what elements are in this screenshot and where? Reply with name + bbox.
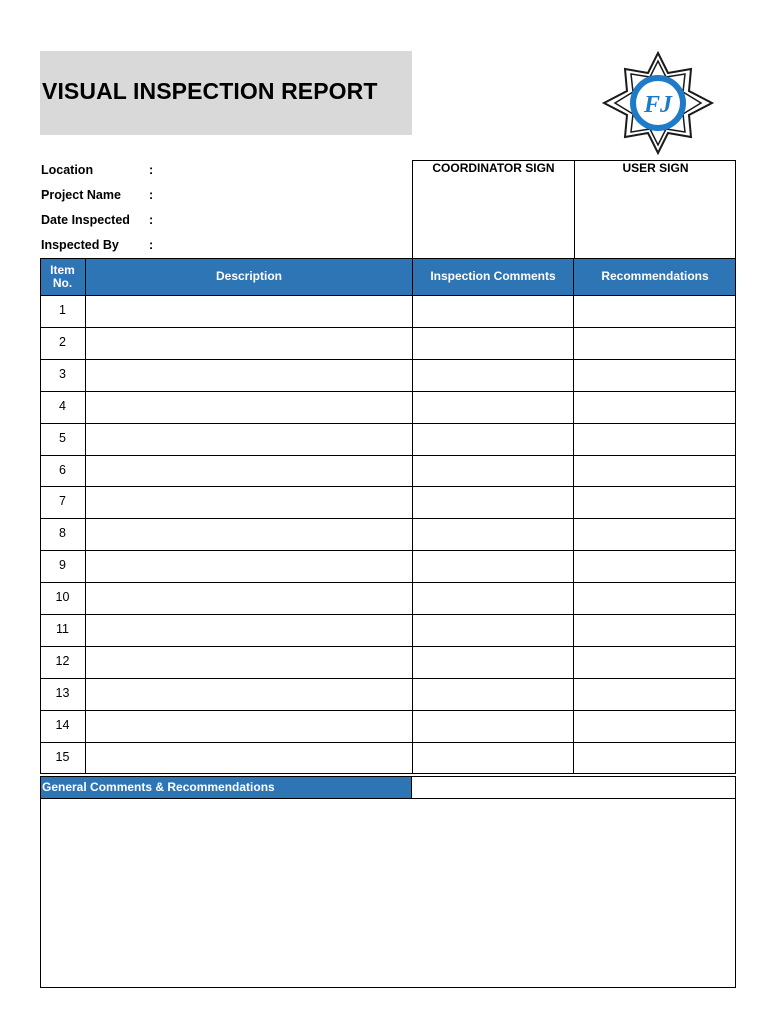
recommendations-cell[interactable] bbox=[574, 551, 735, 582]
recommendations-cell[interactable] bbox=[574, 360, 735, 391]
table-header-row bbox=[40, 258, 736, 295]
recommendations-cell[interactable] bbox=[574, 424, 735, 455]
row-item-number: 10 bbox=[55, 590, 70, 604]
inspection-comments-cell[interactable] bbox=[413, 743, 573, 774]
date-inspected-label: Date Inspected bbox=[41, 213, 130, 227]
recommendations-cell[interactable] bbox=[574, 519, 735, 550]
description-cell[interactable] bbox=[86, 615, 412, 646]
project-name-label: Project Name bbox=[41, 188, 121, 202]
row-item-number: 7 bbox=[59, 494, 66, 508]
recommendations-cell[interactable] bbox=[574, 328, 735, 359]
description-cell[interactable] bbox=[86, 296, 412, 327]
project-name-colon: : bbox=[149, 188, 154, 202]
inspected-by-label: Inspected By bbox=[41, 238, 119, 252]
description-cell[interactable] bbox=[86, 424, 412, 455]
general-comments-header bbox=[40, 776, 412, 799]
inspection-comments-cell[interactable] bbox=[413, 456, 573, 487]
page-title: VISUAL INSPECTION REPORT bbox=[42, 78, 378, 104]
recommendations-cell[interactable] bbox=[574, 296, 735, 327]
recommendations-cell[interactable] bbox=[574, 392, 735, 423]
inspection-table bbox=[40, 258, 736, 774]
signature-area bbox=[412, 160, 736, 259]
location-colon: : bbox=[149, 163, 154, 177]
recommendations-cell[interactable] bbox=[574, 647, 735, 678]
inspection-comments-cell[interactable] bbox=[413, 583, 573, 614]
inspection-comments-cell[interactable] bbox=[413, 296, 573, 327]
row-item-number: 2 bbox=[59, 335, 66, 349]
recommendations-cell[interactable] bbox=[574, 615, 735, 646]
coordinator-sign-label: COORDINATOR SIGN bbox=[432, 161, 555, 175]
logo-text: FJ bbox=[643, 92, 673, 118]
description-cell[interactable] bbox=[86, 679, 412, 710]
description-cell[interactable] bbox=[86, 583, 412, 614]
row-item-number: 5 bbox=[59, 431, 66, 445]
row-item-number: 15 bbox=[55, 750, 70, 764]
inspection-comments-cell[interactable] bbox=[413, 360, 573, 391]
user-sign-label: USER SIGN bbox=[622, 161, 689, 175]
description-cell[interactable] bbox=[86, 487, 412, 518]
row-item-number: 13 bbox=[55, 686, 70, 700]
inspection-comments-cell[interactable] bbox=[413, 647, 573, 678]
inspection-comments-cell[interactable] bbox=[413, 424, 573, 455]
company-logo bbox=[595, 51, 721, 155]
row-item-number: 6 bbox=[59, 463, 66, 477]
row-item-number: 14 bbox=[55, 718, 70, 732]
inspection-comments-cell[interactable] bbox=[413, 328, 573, 359]
description-cell[interactable] bbox=[86, 551, 412, 582]
inspection-comments-cell[interactable] bbox=[413, 519, 573, 550]
description-cell[interactable] bbox=[86, 743, 412, 774]
signature-divider bbox=[574, 161, 575, 259]
description-cell[interactable] bbox=[86, 328, 412, 359]
row-item-number: 9 bbox=[59, 558, 66, 572]
header-description: Description bbox=[215, 269, 282, 283]
row-item-number: 8 bbox=[59, 526, 66, 540]
header-inspection-comments: Inspection Comments bbox=[430, 269, 556, 283]
table-vline bbox=[735, 258, 736, 774]
row-item-number: 1 bbox=[59, 303, 66, 317]
row-item-number: 4 bbox=[59, 399, 66, 413]
description-cell[interactable] bbox=[86, 360, 412, 391]
table-hline bbox=[40, 258, 736, 259]
row-item-number: 11 bbox=[56, 622, 69, 636]
recommendations-cell[interactable] bbox=[574, 743, 735, 774]
general-comments-side-cell[interactable] bbox=[412, 776, 736, 799]
inspection-comments-cell[interactable] bbox=[413, 711, 573, 742]
inspection-comments-cell[interactable] bbox=[413, 392, 573, 423]
inspection-comments-cell[interactable] bbox=[413, 615, 573, 646]
description-cell[interactable] bbox=[86, 519, 412, 550]
header-item-no-line2: No. bbox=[52, 275, 73, 290]
header-recommendations: Recommendations bbox=[601, 269, 709, 283]
description-cell[interactable] bbox=[86, 456, 412, 487]
description-cell[interactable] bbox=[86, 392, 412, 423]
recommendations-cell[interactable] bbox=[574, 711, 735, 742]
recommendations-cell[interactable] bbox=[574, 487, 735, 518]
recommendations-cell[interactable] bbox=[574, 456, 735, 487]
header-item-no-line1: Item bbox=[50, 262, 75, 277]
row-item-number: 3 bbox=[59, 367, 66, 381]
general-comments-box[interactable] bbox=[40, 798, 736, 988]
date-inspected-colon: : bbox=[149, 213, 154, 227]
inspected-by-colon: : bbox=[149, 238, 154, 252]
inspection-comments-cell[interactable] bbox=[413, 679, 573, 710]
recommendations-cell[interactable] bbox=[574, 583, 735, 614]
description-cell[interactable] bbox=[86, 647, 412, 678]
inspection-comments-cell[interactable] bbox=[413, 487, 573, 518]
row-item-number: 12 bbox=[55, 654, 70, 668]
inspection-comments-cell[interactable] bbox=[413, 551, 573, 582]
header-item-no bbox=[40, 258, 85, 295]
location-label: Location bbox=[41, 163, 94, 177]
title-banner bbox=[40, 51, 412, 135]
description-cell[interactable] bbox=[86, 711, 412, 742]
recommendations-cell[interactable] bbox=[574, 679, 735, 710]
general-comments-heading: General Comments & Recommendations bbox=[42, 780, 275, 794]
